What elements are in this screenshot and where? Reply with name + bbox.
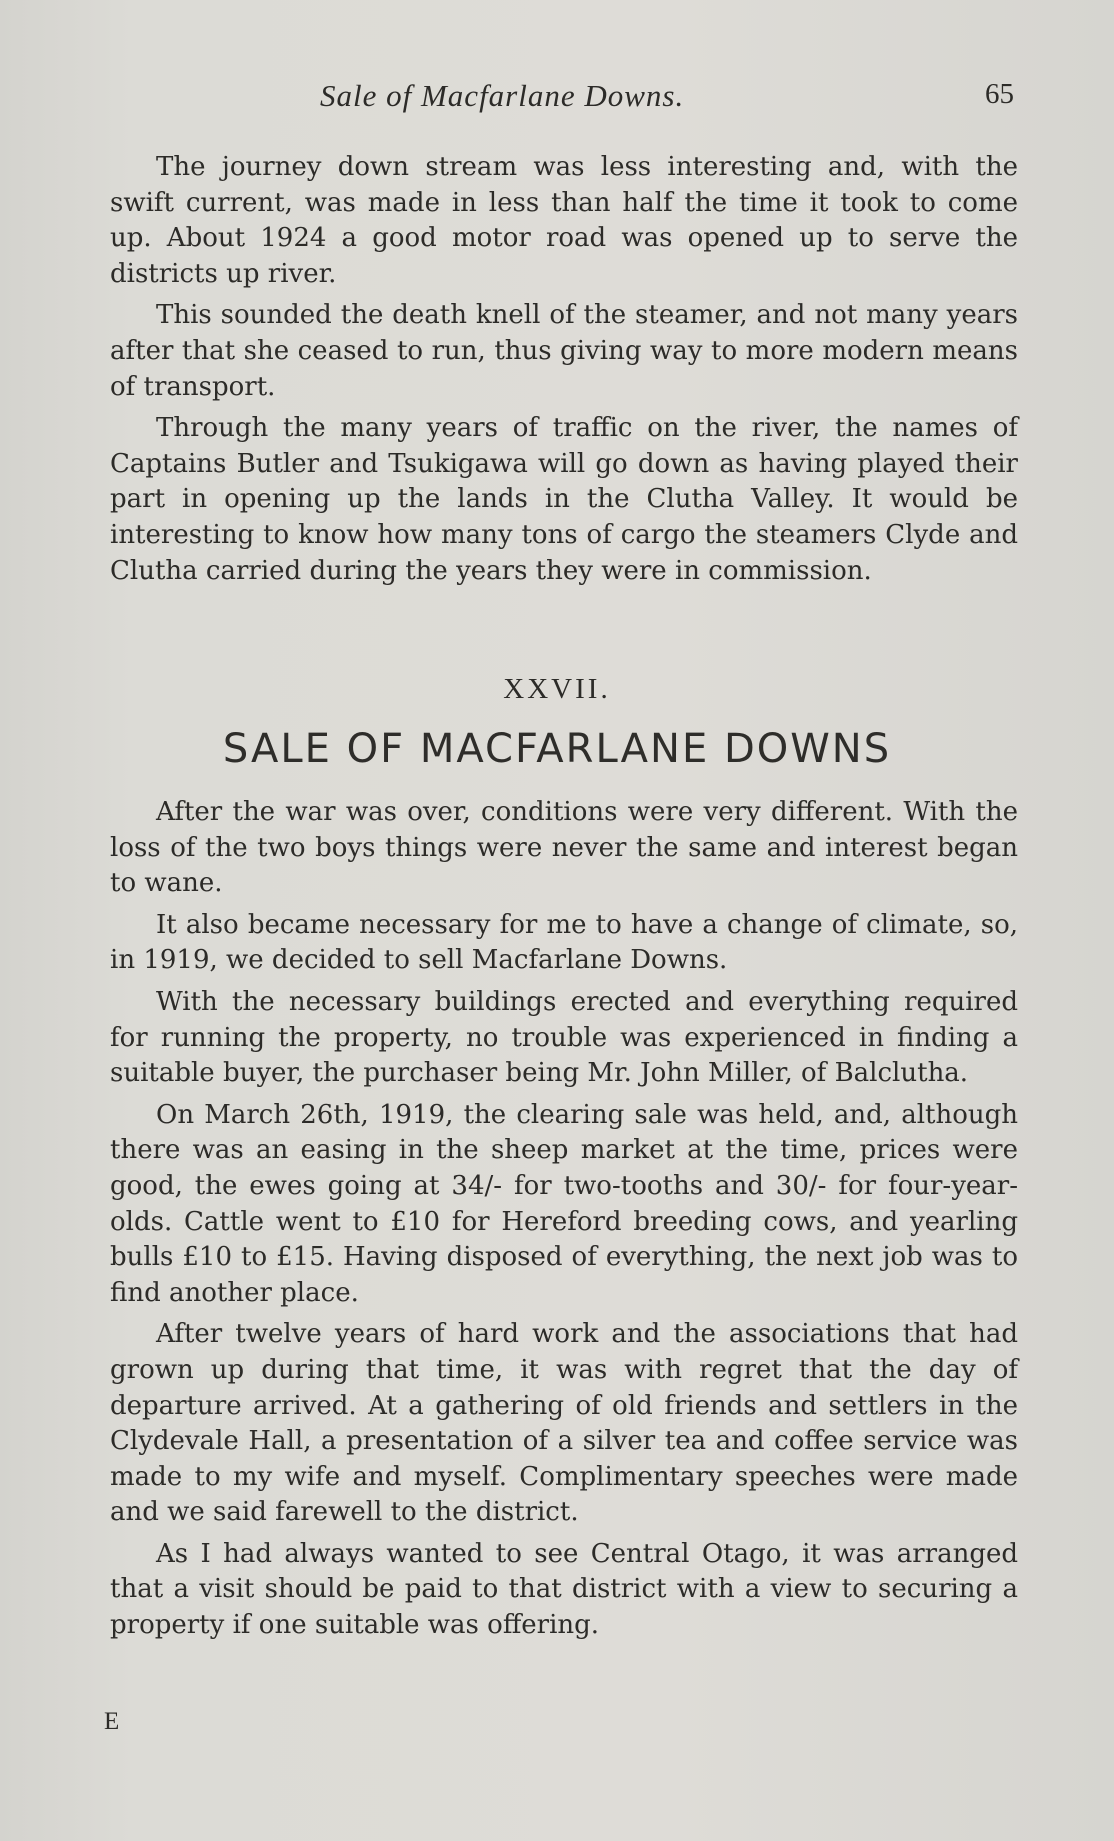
paragraph: After the war was over, conditions were very different. With the loss of the two boys things were never the same and interest began to wane. <box>110 797 1018 899</box>
previous-chapter-text <box>110 150 1018 595</box>
chapter-number: XXVII. <box>503 673 611 705</box>
paragraph: As I had always wanted to see Central Otago, it was arranged that a visit should be paid to that district with a view to securing a property if one suitable was offering. <box>110 1538 1018 1641</box>
paragraph: After twelve years of hard work and the associations that had grown up during that time, it was with regret that the day of departure arrived. At a gathering of old friends and settlers in the Clydevale Hall, a presentation of a silver tea and coffee service was made to my wife and myself. Complimentary speeches were made and we said farewell to the district. <box>110 1319 1018 1528</box>
running-title: Sale of Macfarlane Downs. <box>320 78 685 113</box>
paragraph: This sounded the death knell of the steamer, and not many years after that she ceased to run, thus giving way to more modern means of transport. <box>110 300 1018 402</box>
paragraph: The journey down stream was less interesting and, with the swift current, was made in less than half the time it took to come up. About 1924 a good motor road was opened up to serve the districts up river. <box>110 152 1018 289</box>
paragraph: Through the many years of traffic on the river, the names of Captains Butler and Tsukigawa will go down as having played their part in opening up the lands in the Clutha Valley. It would be interesting to know how many tons of cargo the steamers Clyde and Clutha carried during the years they were in commission. <box>110 413 1018 586</box>
paragraph: It also became necessary for me to have a change of climate, so, in 1919, we decided to sell Macfarlane Downs. <box>110 909 1018 976</box>
page-number: 65 <box>985 78 1014 110</box>
chapter-text <box>110 795 1018 1650</box>
signature-mark: E <box>104 1708 120 1735</box>
running-head <box>0 78 1114 118</box>
paragraph: On March 26th, 1919, the clearing sale was held, and, although there was an easing in the sheep market at the time, prices were good, the ewes going at 34/- for two-tooths and 30/- for four-year-olds. Cattle went to £10 for Hereford breeding cows, and yearling bulls £10 to £15. Having disposed of everything, the next job was to find another place. <box>110 1099 1018 1308</box>
paragraph: With the necessary buildings erected and everything required for running the property, no trouble was experienced in finding a suitable buyer, the purchaser being Mr. John Miller, of Balclutha. <box>110 986 1018 1089</box>
chapter-title: SALE OF MACFARLANE DOWNS <box>222 726 892 772</box>
